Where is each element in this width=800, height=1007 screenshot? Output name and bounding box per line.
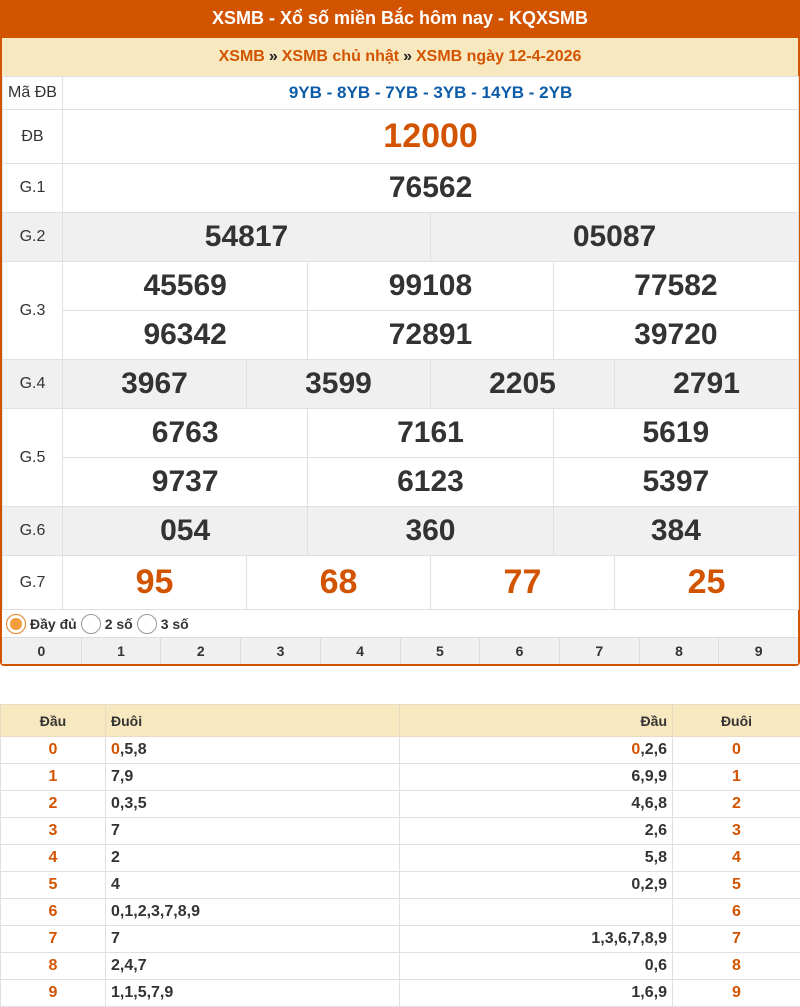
page-title: XSMB - Xổ số miền Bắc hôm nay - KQXSMB — [0, 0, 800, 38]
dau-values — [400, 872, 673, 899]
digit-filter-4[interactable]: 4 — [321, 638, 401, 664]
prize-number-g5: 6123 — [308, 458, 553, 507]
prize-number-g5: 5619 — [553, 409, 798, 458]
digit-filter-bar — [2, 637, 798, 664]
prize-number-g5: 6763 — [63, 409, 308, 458]
table-row — [1, 764, 800, 791]
column-header-dau: Đầu — [1, 705, 106, 737]
column-header-duoi: Đuôi — [673, 705, 800, 737]
duoi-digit: 1 — [673, 764, 800, 791]
duoi-digit: 6 — [673, 899, 800, 926]
prize-number-g4: 2791 — [614, 360, 798, 409]
prize-number-g3: 96342 — [63, 311, 308, 360]
prize-number-g3: 72891 — [308, 311, 553, 360]
highlight-digit: 0 — [111, 741, 120, 758]
dau-list: 5,8 — [645, 849, 667, 866]
duoi-values — [106, 980, 400, 1007]
prize-label-g4: G.4 — [3, 360, 63, 409]
dau-values — [400, 818, 673, 845]
prize-number-g6: 054 — [63, 507, 308, 556]
prize-label-g7: G.7 — [3, 556, 63, 610]
results-table — [2, 76, 799, 610]
radio-three-digits[interactable] — [137, 614, 157, 634]
prize-number-g1: 76562 — [63, 164, 799, 213]
breadcrumb-separator: » — [269, 48, 278, 65]
digit-filter-7[interactable]: 7 — [560, 638, 640, 664]
breadcrumb-link-date[interactable]: XSMB ngày 12-4-2026 — [416, 48, 581, 65]
prize-number-g7: 77 — [430, 556, 614, 610]
breadcrumb-link-sunday[interactable]: XSMB chủ nhật — [282, 48, 399, 65]
option-three-digits[interactable] — [137, 614, 189, 634]
duoi-values — [106, 818, 400, 845]
dau-values — [400, 953, 673, 980]
prize-label-db: ĐB — [3, 110, 63, 164]
duoi-list: 0,1,2,3,7,8,9 — [111, 903, 200, 920]
dau-values — [400, 845, 673, 872]
dau-list: 1,6,9 — [631, 984, 667, 1001]
column-header-dau: Đầu — [400, 705, 673, 737]
dau-values — [400, 764, 673, 791]
dau-values — [400, 926, 673, 953]
breadcrumb-separator: » — [403, 48, 412, 65]
duoi-list: 7,9 — [111, 768, 133, 785]
duoi-digit: 2 — [673, 791, 800, 818]
prize-label-g3: G.3 — [3, 262, 63, 360]
table-row — [1, 872, 800, 899]
dau-digit: 6 — [1, 899, 106, 926]
duoi-list: 7 — [111, 930, 120, 947]
dau-values — [400, 980, 673, 1007]
duoi-digit: 4 — [673, 845, 800, 872]
prize-label-ma-db: Mã ĐB — [3, 77, 63, 110]
option-full-label: Đầy đủ — [30, 616, 77, 632]
duoi-list: ,5,8 — [120, 741, 147, 758]
prize-number-g7: 25 — [614, 556, 798, 610]
duoi-digit: 7 — [673, 926, 800, 953]
duoi-list: 0,3,5 — [111, 795, 147, 812]
prize-number-g5: 9737 — [63, 458, 308, 507]
digit-filter-5[interactable]: 5 — [401, 638, 481, 664]
highlight-digit: 0 — [631, 741, 640, 758]
dau-digit: 2 — [1, 791, 106, 818]
option-two-digits[interactable] — [81, 614, 133, 634]
table-row — [1, 980, 800, 1007]
table-row — [1, 818, 800, 845]
prize-number-g7: 95 — [63, 556, 247, 610]
special-prize-number: 12000 — [63, 110, 799, 164]
duoi-digit: 0 — [673, 737, 800, 764]
dau-list: 1,3,6,7,8,9 — [591, 930, 667, 947]
option-three-digits-label: 3 số — [161, 616, 189, 632]
duoi-values — [106, 899, 400, 926]
dau-values — [400, 791, 673, 818]
prize-number-g3: 45569 — [63, 262, 308, 311]
option-full[interactable] — [6, 614, 77, 634]
duoi-digit: 5 — [673, 872, 800, 899]
dau-digit: 9 — [1, 980, 106, 1007]
prize-number-g5: 7161 — [308, 409, 553, 458]
dau-list: 6,9,9 — [631, 768, 667, 785]
table-row — [1, 953, 800, 980]
prize-number-g3: 77582 — [553, 262, 798, 311]
display-options — [2, 610, 798, 637]
column-header-duoi: Đuôi — [106, 705, 400, 737]
dau-list: 0,6 — [645, 957, 667, 974]
radio-full[interactable] — [6, 614, 26, 634]
table-row — [1, 899, 800, 926]
digit-filter-6[interactable]: 6 — [480, 638, 560, 664]
dau-values — [400, 737, 673, 764]
duoi-values — [106, 926, 400, 953]
duoi-values — [106, 872, 400, 899]
breadcrumb-link-xsmb[interactable]: XSMB — [219, 48, 265, 65]
duoi-list: 7 — [111, 822, 120, 839]
radio-two-digits[interactable] — [81, 614, 101, 634]
dau-list: ,2,6 — [640, 741, 667, 758]
prize-number-g4: 2205 — [430, 360, 614, 409]
dau-values — [400, 899, 673, 926]
prize-number-g4: 3967 — [63, 360, 247, 409]
dau-digit: 4 — [1, 845, 106, 872]
table-row — [1, 845, 800, 872]
dau-list: 4,6,8 — [631, 795, 667, 812]
duoi-values — [106, 845, 400, 872]
digit-filter-8[interactable]: 8 — [640, 638, 720, 664]
digit-filter-2[interactable]: 2 — [161, 638, 241, 664]
duoi-list: 4 — [111, 876, 120, 893]
duoi-digit: 8 — [673, 953, 800, 980]
duoi-list: 1,1,5,7,9 — [111, 984, 173, 1001]
prize-number-g2: 05087 — [430, 213, 798, 262]
prize-number-g5: 5397 — [553, 458, 798, 507]
prize-label-g6: G.6 — [3, 507, 63, 556]
duoi-values — [106, 791, 400, 818]
digit-filter-9[interactable]: 9 — [719, 638, 798, 664]
duoi-values — [106, 953, 400, 980]
duoi-list: 2,4,7 — [111, 957, 147, 974]
prize-label-g1: G.1 — [3, 164, 63, 213]
dau-digit: 1 — [1, 764, 106, 791]
dau-digit: 5 — [1, 872, 106, 899]
digit-filter-0[interactable]: 0 — [2, 638, 82, 664]
prize-number-g3: 39720 — [553, 311, 798, 360]
prize-label-g2: G.2 — [3, 213, 63, 262]
prize-number-g4: 3599 — [246, 360, 430, 409]
digit-filter-3[interactable]: 3 — [241, 638, 321, 664]
duoi-digit: 9 — [673, 980, 800, 1007]
prize-label-g5: G.5 — [3, 409, 63, 507]
option-two-digits-label: 2 số — [105, 616, 133, 632]
table-row — [1, 791, 800, 818]
dau-digit: 7 — [1, 926, 106, 953]
duoi-values — [106, 737, 400, 764]
dau-digit: 3 — [1, 818, 106, 845]
digit-filter-1[interactable]: 1 — [82, 638, 162, 664]
dau-list: 2,6 — [645, 822, 667, 839]
dau-digit: 0 — [1, 737, 106, 764]
duoi-list: 2 — [111, 849, 120, 866]
prize-number-g2: 54817 — [63, 213, 431, 262]
special-code: 9YB - 8YB - 7YB - 3YB - 14YB - 2YB — [63, 77, 799, 110]
table-row — [1, 926, 800, 953]
dau-duoi-table — [0, 704, 800, 1007]
table-row — [1, 737, 800, 764]
prize-number-g6: 360 — [308, 507, 553, 556]
breadcrumb — [2, 38, 798, 76]
duoi-digit: 3 — [673, 818, 800, 845]
prize-number-g3: 99108 — [308, 262, 553, 311]
prize-number-g7: 68 — [246, 556, 430, 610]
dau-digit: 8 — [1, 953, 106, 980]
dau-list: 0,2,9 — [631, 876, 667, 893]
prize-number-g6: 384 — [553, 507, 798, 556]
duoi-values — [106, 764, 400, 791]
